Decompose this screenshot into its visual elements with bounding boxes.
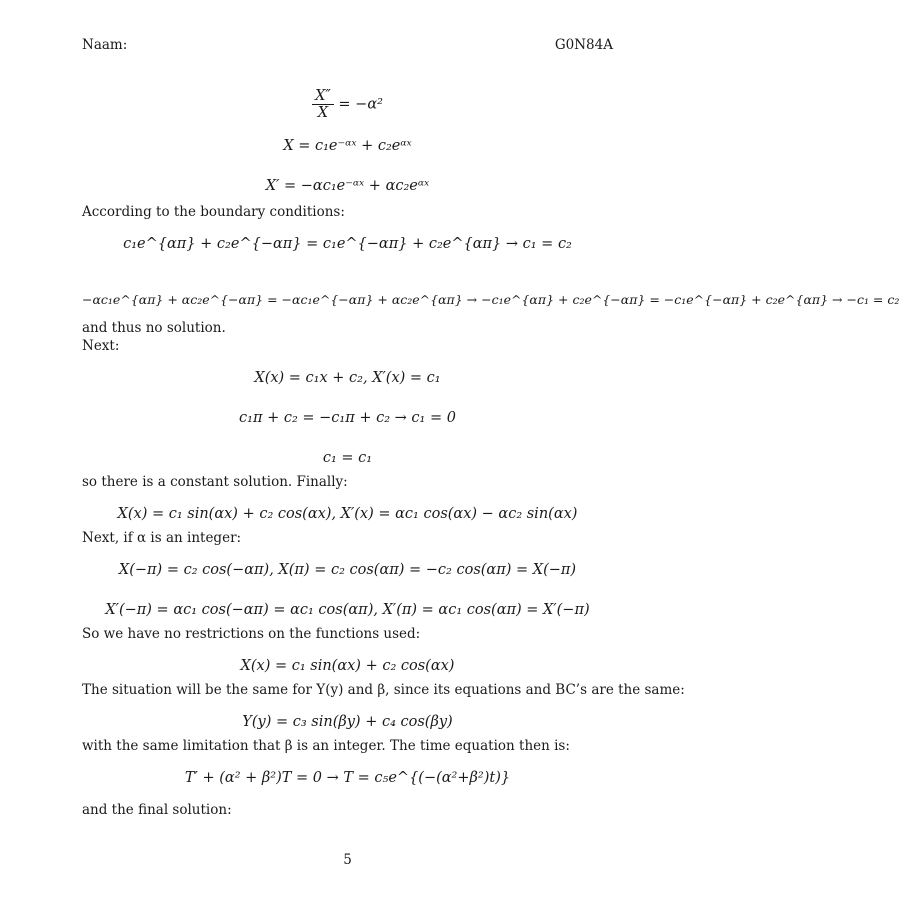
equation-time: T′ + (α² + β²)T = 0 → T = c₅e^{(−(α²+β²)t)} <box>184 770 511 786</box>
paragraph-time-equation: with the same limitation that β is an integer. The time equation then is: <box>82 738 570 754</box>
equation-bc-2: −αc₁e^{απ} + αc₂e^{−απ} = −αc₁e^{−απ} + αc₂e^{απ} → −c₁e^{απ} + c₂e^{−απ} = −c₁e^{−απ} + c₂e^{απ} → −c₁ = c₂ <box>82 292 899 307</box>
fraction-numerator: X″ <box>312 88 334 105</box>
paragraph-no-restrictions: So we have no restrictions on the functions used: <box>82 626 421 642</box>
equation-linear-solution: X(x) = c₁x + c₂, X′(x) = c₁ <box>254 370 441 386</box>
equation-bc-1: c₁e^{απ} + c₂e^{−απ} = c₁e^{−απ} + c₂e^{απ} → c₁ = c₂ <box>123 236 572 252</box>
paragraph-no-solution: and thus no solution. <box>82 320 226 336</box>
equation-trig-bc-2: X′(−π) = αc₁ cos(−απ) = αc₁ cos(απ), X′(π) = αc₁ cos(απ) = X′(−π) <box>105 602 590 618</box>
equation-ratio <box>82 88 613 121</box>
equation-ratio-rhs: = −α² <box>338 96 383 113</box>
paragraph-boundary-conditions: According to the boundary conditions: <box>82 204 345 220</box>
equation-constant: c₁ = c₁ <box>322 450 373 466</box>
equation-general-solution: X = c₁e⁻ᵅˣ + c₂eᵅˣ <box>283 138 412 154</box>
name-label: Naam: <box>82 37 128 53</box>
paragraph-next: Next: <box>82 338 120 354</box>
paragraph-y-situation: The situation will be the same for Y(y) and β, since its equations and BC’s are the same: <box>82 682 685 698</box>
equation-trig-solution: X(x) = c₁ sin(αx) + c₂ cos(αx), X′(x) = αc₁ cos(αx) − αc₂ sin(αx) <box>117 506 578 522</box>
equation-x-solution: X(x) = c₁ sin(αx) + c₂ cos(αx) <box>240 658 455 674</box>
fraction <box>312 88 334 121</box>
equation-derivative: X′ = −αc₁e⁻ᵅˣ + αc₂eᵅˣ <box>265 178 430 194</box>
document-code: G0N84A <box>554 37 613 53</box>
equation-trig-bc-1: X(−π) = c₂ cos(−απ), X(π) = c₂ cos(απ) = −c₂ cos(απ) = X(−π) <box>118 562 577 578</box>
paragraph-final-solution: and the final solution: <box>82 802 232 818</box>
equation-y-solution: Y(y) = c₃ sin(βy) + c₄ cos(βy) <box>242 714 453 730</box>
fraction-denominator: X <box>317 105 329 121</box>
equation-linear-bc: c₁π + c₂ = −c₁π + c₂ → c₁ = 0 <box>239 410 456 426</box>
page-number: 5 <box>343 852 352 868</box>
paragraph-integer-alpha: Next, if α is an integer: <box>82 530 242 546</box>
paragraph-constant-solution: so there is a constant solution. Finally: <box>82 474 348 490</box>
